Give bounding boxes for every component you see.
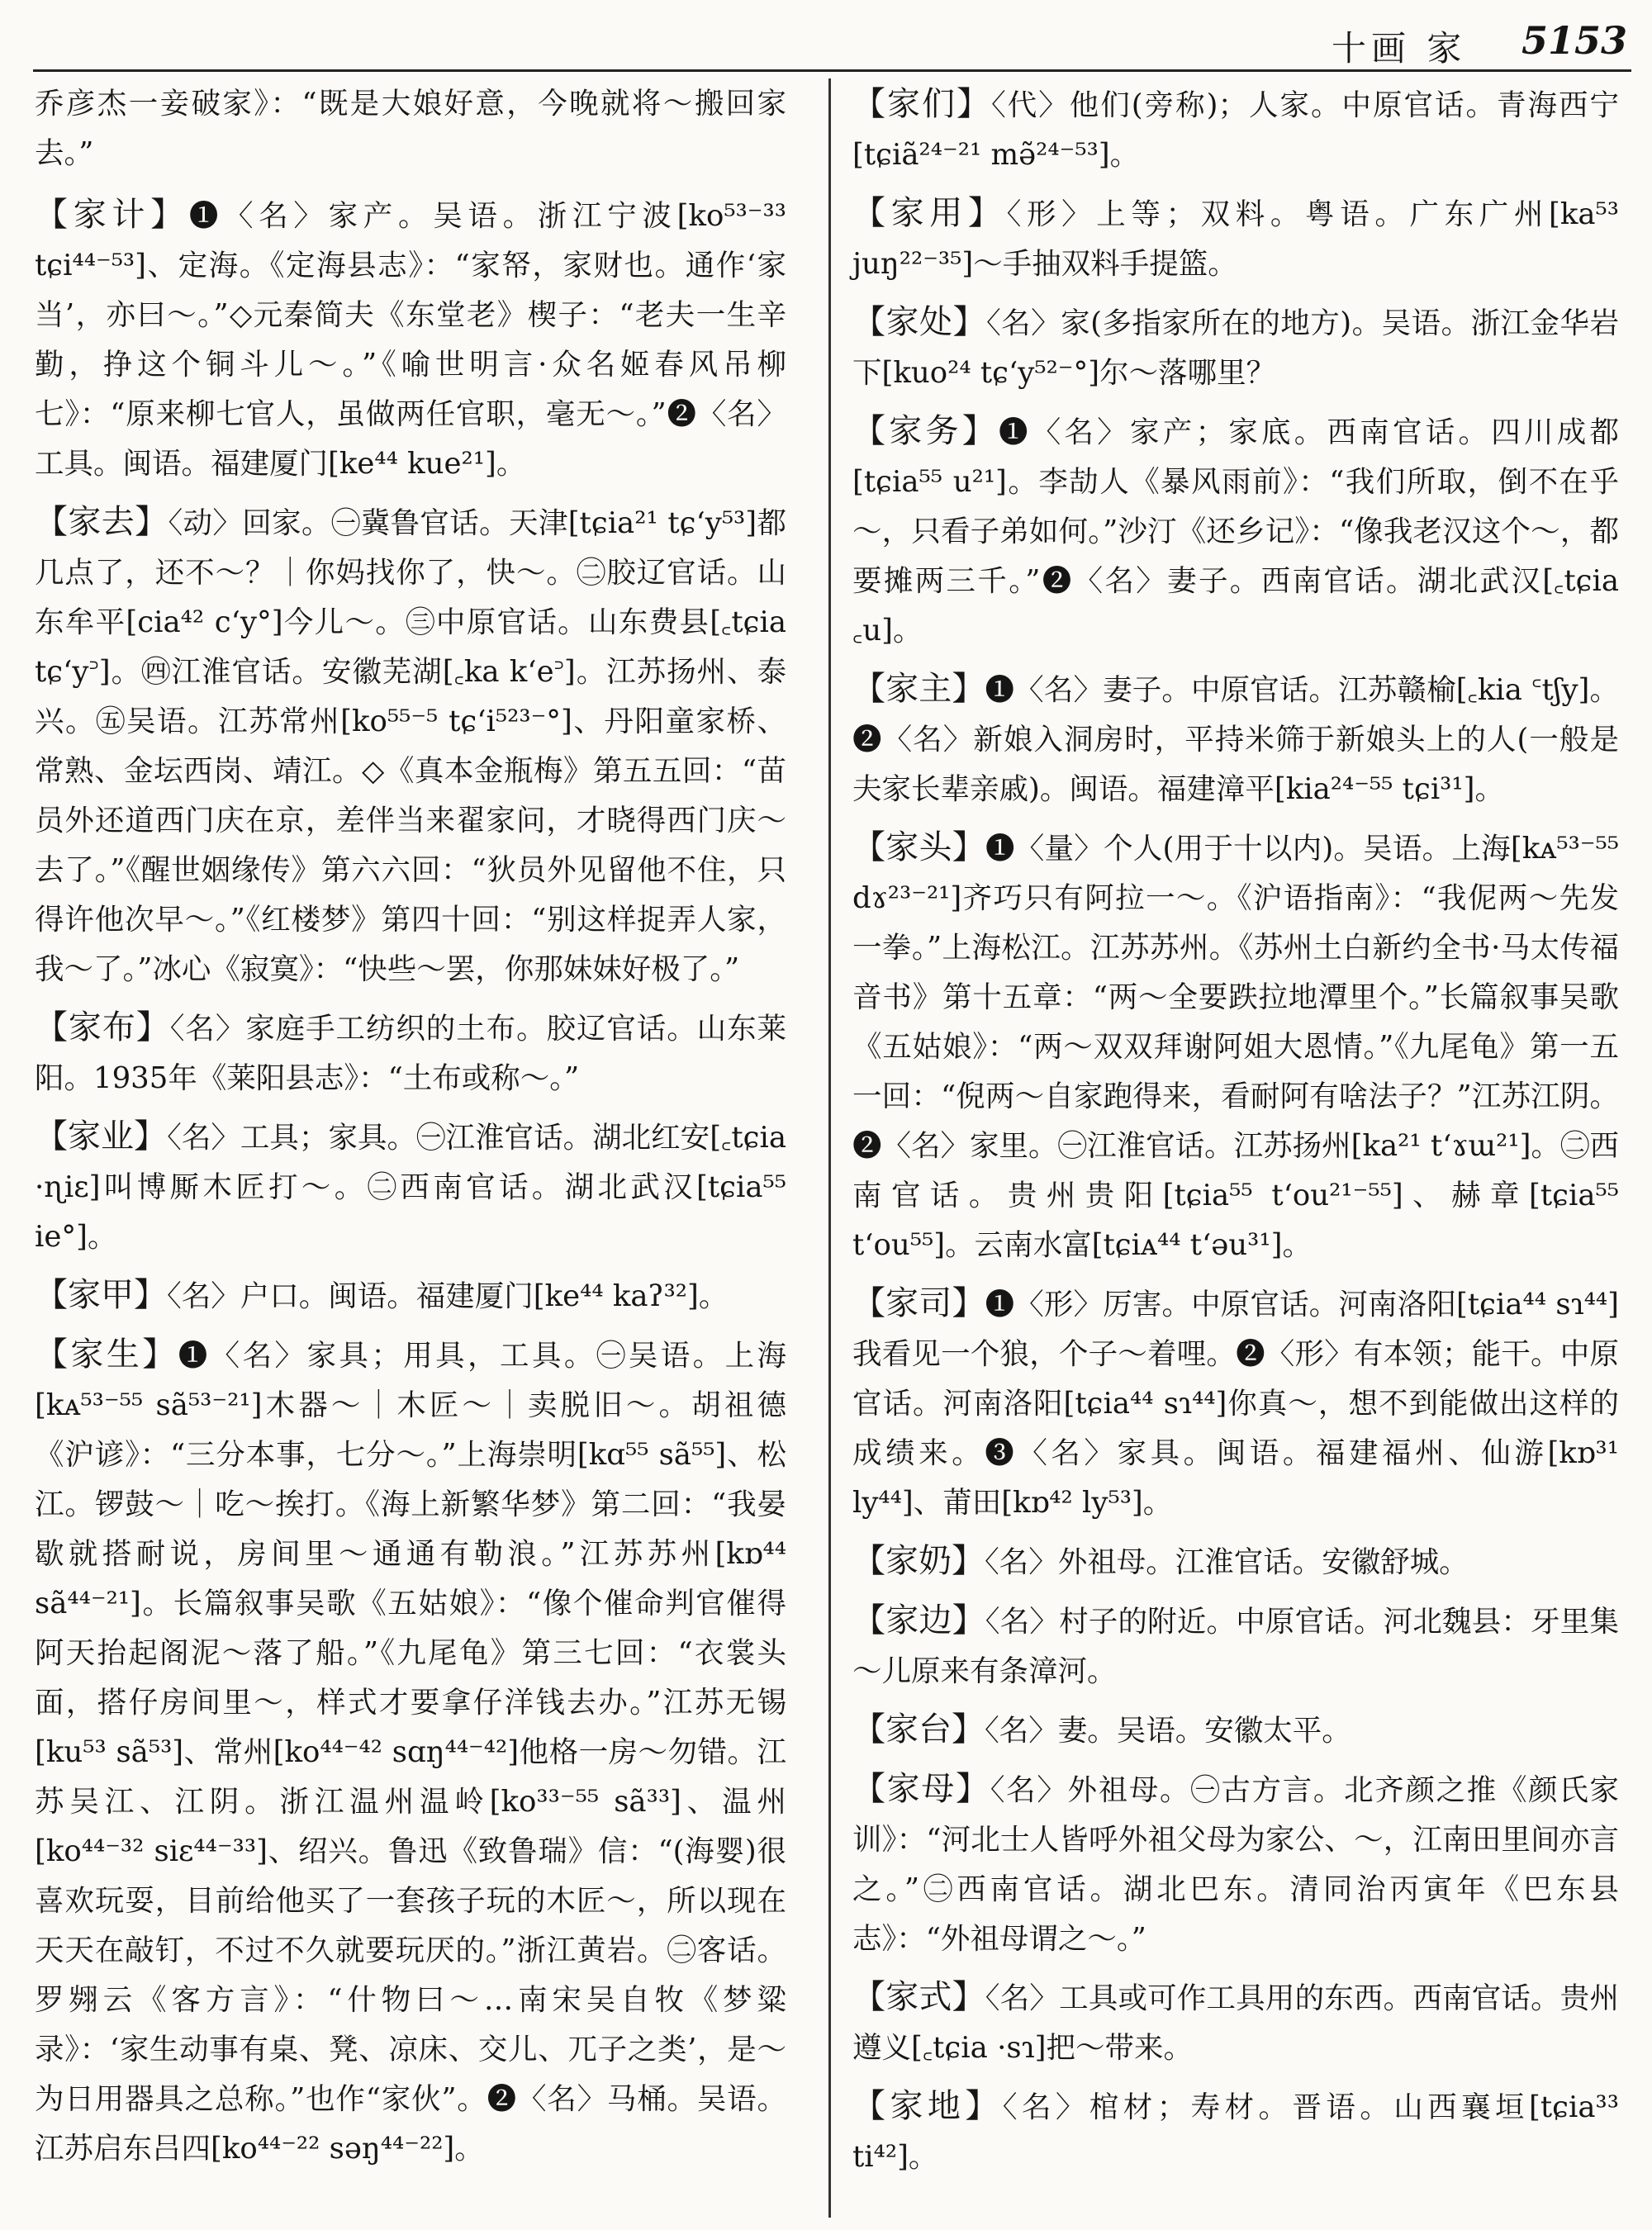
headword: 【家用】	[852, 194, 1007, 232]
entry-jiaye	[35, 1112, 786, 1262]
headword: 【家奶】	[852, 1542, 985, 1580]
entry-jiasi	[852, 1279, 1619, 1528]
definition: 〈名〉村子的附近。中原官话。河北魏县：牙里集～儿原来有条漳河。	[852, 1605, 1619, 1688]
headword: 【家业】	[35, 1117, 168, 1155]
definition: 〈名〉工具或可作工具用的东西。西南官话。贵州遵义[꜀tɕia ·sɿ]把～带来。	[852, 1981, 1619, 2065]
entry-jiamen	[852, 79, 1619, 180]
definition: 〈名〉外祖母。㊀古方言。北齐颜之推《颜氏家训》：“河北士人皆呼外祖父母为家公、～，江南田里间亦言之。”㊁西南官话。湖北巴东。清同治丙寅年《巴东县志》：“外祖母谓之～。”	[852, 1773, 1619, 1956]
entry-jiatai	[852, 1705, 1619, 1756]
definition: ❶〈名〉妻子。中原官话。江苏赣榆[꜀kia ꜂tʃy]。❷〈名〉新娘入洞房时，平持米筛于新娘头上的人(一般是夫家长辈亲戚)。闽语。福建漳平[kia²⁴⁻⁵⁵ tɕi³¹]。	[852, 673, 1620, 806]
entry-jiawu	[852, 406, 1619, 656]
headword: 【家务】	[852, 412, 999, 450]
headword: 【家主】	[852, 670, 985, 708]
entry-jiazhu	[852, 664, 1619, 814]
definition: 〈代〉他们(旁称)；人家。中原官话。青海西宁[tɕiã²⁴⁻²¹ mə̃²⁴⁻⁵³]。	[852, 88, 1620, 172]
entry-jiashi	[852, 1972, 1619, 2073]
section-label: 十画 家	[1332, 28, 1467, 69]
page-number: 5153	[1521, 18, 1628, 63]
headword: 【家计】	[35, 196, 189, 234]
entry-jiadi	[852, 2081, 1619, 2182]
column-divider	[828, 78, 831, 2218]
headword: 【家布】	[35, 1008, 170, 1046]
definition: 〈动〉回家。㊀冀鲁官话。天津[tɕia²¹ tɕʻy⁵³]都几点了，还不～？｜你妈找你了，快～。㊁胶辽官话。山东牟平[cia⁴² cʻy°]今儿～。㊂中原官话。山东费县[꜀tɕia tɕʻy꜄]。㊃江淮官话。安徽芜湖[꜀ka kʻe꜄]。江苏扬州、泰兴。㊄吴语。江苏常州[ko⁵⁵⁻⁵ tɕʻi⁵²³⁻°]、丹阳童家桥、常熟、金坛西岗、靖江。◇《真本金瓶梅》第五五回：“苗员外还道西门庆在京，差伴当来翟家问，才晓得西门庆～去了。”《醒世姻缘传》第六六回：“狄员外见留他不住，只得许他次早～。”《红楼梦》第四十回：“别这样捉弄人家，我～了。”冰心《寂寞》：“快些～罢，你那妹妹好极了。”	[35, 506, 786, 986]
definition: 〈形〉上等；双料。粤语。广东广州[ka⁵³ juŋ²²⁻³⁵]～手抽双料手提篮。	[852, 197, 1620, 281]
continuation-text: 乔彦杰一妾破家》：“既是大娘好意，今晚就将～搬回家去。”	[35, 87, 786, 170]
entry-jianai	[852, 1536, 1619, 1587]
definition: ❶〈名〉家产；家底。西南官话。四川成都[tɕia⁵⁵ u²¹]。李劼人《暴风雨前》：“我们所取，倒不在乎～，只看子弟如何。”沙汀《还乡记》：“像我老汉这个～，都要摊两三千。”❷〈名〉妻子。西南官话。湖北武汉[꜀tɕia ꜀u]。	[852, 415, 1619, 648]
entry-jiaqu	[35, 497, 786, 994]
entry-jiabu	[35, 1003, 786, 1103]
definition: 〈名〉外祖母。江淮官话。安徽舒城。	[985, 1545, 1469, 1579]
headword: 【家边】	[852, 1601, 985, 1639]
left-column	[35, 79, 786, 2182]
definition: 〈名〉家庭手工纺织的土布。胶辽官话。山东莱阳。1935年《莱阳县志》：“土布或称～。”	[35, 1012, 786, 1095]
entry-jiaji	[35, 190, 786, 489]
entry-jiatou	[852, 823, 1619, 1270]
right-column	[852, 79, 1619, 2190]
headword: 【家头】	[852, 828, 985, 866]
definition: ❶〈形〉厉害。中原官话。河南洛阳[tɕia⁴⁴ sɿ⁴⁴]我看见一个狼，个子～着哩。❷〈形〉有本领；能干。中原官话。河南洛阳[tɕia⁴⁴ sɿ⁴⁴]你真～，想不到能做出这样的成绩来。❸〈名〉家具。闽语。福建福州、仙游[kɒ³¹ ly⁴⁴]、莆田[kɒ⁴² ly⁵³]。	[852, 1288, 1620, 1520]
headword: 【家甲】	[35, 1276, 167, 1314]
headword: 【家去】	[35, 503, 169, 541]
headword: 【家司】	[852, 1284, 985, 1322]
definition: 〈名〉棺材；寿材。晋语。山西襄垣[tɕia³³ ti⁴²]。	[852, 2090, 1620, 2174]
entry-jiachu	[852, 297, 1619, 398]
definition: ❶〈量〉个人(用于十以内)。吴语。上海[kᴀ⁵³⁻⁵⁵ dɤ²³⁻²¹]齐巧只有阿拉一～。《沪语指南》：“我伲两～先发一拳。”上海松江。江苏苏州。《苏州土白新约全书·马太传福音书》第十五章：“两～全要跌拉地潭里个。”长篇叙事吴歌《五姑娘》：“两～双双拜谢阿姐大恩情。”《九尾龟》第一五一回：“倪两～自家跑得来，看耐阿有啥法子？”江苏江阴。❷〈名〉家里。㊀江淮官话。江苏扬州[ka²¹ tʻɤɯ²¹]。㊁西南官话。贵州贵阳[tɕia⁵⁵ tʻou²¹⁻⁵⁵]、赫章[tɕia⁵⁵ tʻou⁵⁵]。云南水富[tɕiᴀ⁴⁴ tʻəu³¹]。	[852, 832, 1620, 1262]
headword: 【家式】	[852, 1978, 985, 2016]
entry-jiayong	[852, 188, 1619, 289]
definition: 〈名〉家(多指家所在的地方)。吴语。浙江金华岩下[kuo²⁴ tɕʻy⁵²⁻°]尔～落哪里？	[852, 306, 1620, 390]
definition: ❶〈名〉家具；用具，工具。㊀吴语。上海[kᴀ⁵³⁻⁵⁵ sã⁵³⁻²¹]木器～｜木匠～｜卖脱旧～。胡祖德《沪谚》：“三分本事，七分～。”上海崇明[kɑ⁵⁵ sã⁵⁵]、松江。锣鼓～｜吃～挨打。《海上新繁华梦》第二回：“我晏歇就搭耐说，房间里～通通有勒浪。”江苏苏州[kɒ⁴⁴ sã⁴⁴⁻²¹]。长篇叙事吴歌《五姑娘》：“像个催命判官催得阿天抬起阁泥～落了船。”《九尾龟》第三七回：“衣裳头面，搭仔房间里～，样式才要拿仔洋钱去办。”江苏无锡[ku⁵³ sã⁵³]、常州[ko⁴⁴⁻⁴² sɑŋ⁴⁴⁻⁴²]他格一房～勿错。江苏吴江、江阴。浙江温州温岭[ko³³⁻⁵⁵ sã³³]、温州[ko⁴⁴⁻³² siɛ⁴⁴⁻³³]、绍兴。鲁迅《致鲁瑞》信：“(海婴)很喜欢玩耍，目前给他买了一套孩子玩的木匠～，所以现在天天在敲钉，不过不久就要玩厌的。”浙江黄岩。㊁客话。罗翙云《客方言》：“什物曰～…南宋吴自牧《梦粱录》：‘家生动事有桌、凳、凉床、交儿、兀子之类’，是～为日用器具之总称。”也作“家伙”。❷〈名〉马桶。吴语。江苏启东吕四[ko⁴⁴⁻²² səŋ⁴⁴⁻²²]。	[35, 1339, 786, 2166]
headword: 【家台】	[852, 1710, 985, 1748]
definition: 〈名〉户口。闽语。福建厦门[ke⁴⁴ kaʔ³²]。	[167, 1279, 729, 1313]
headword: 【家生】	[35, 1336, 178, 1374]
definition: 〈名〉工具；家具。㊀江淮官话。湖北红安[꜀tɕia ·ɳiɛ]叫博厮木匠打～。㊁西南官话。湖北武汉[tɕia⁵⁵ ie°]。	[35, 1121, 786, 1254]
headword: 【家处】	[852, 303, 986, 341]
header-rule	[33, 69, 1631, 72]
definition: 〈名〉妻。吴语。安徽太平。	[985, 1714, 1351, 1748]
entry-jiasheng	[35, 1330, 786, 2174]
headword: 【家们】	[852, 85, 992, 123]
entry-jiamu	[852, 1764, 1619, 1964]
running-header	[0, 15, 1652, 69]
entry-jiabian	[852, 1596, 1619, 1696]
definition: ❶〈名〉家产。吴语。浙江宁波[ko⁵³⁻³³ tɕi⁴⁴⁻⁵³]、定海。《定海县志》：“家帑，家财也。通作‘家当’，亦曰～。”◇元秦简夫《东堂老》楔子：“老夫一生辛勤，挣这个铜斗儿～。”《喻世明言·众名姬春风吊柳七》：“原来柳七官人，虽做两任官职，毫无～。”❷〈名〉工具。闽语。福建厦门[ke⁴⁴ kue²¹]。	[35, 199, 787, 481]
headword: 【家母】	[852, 1770, 990, 1808]
entry-jiajia	[35, 1270, 786, 1321]
headword: 【家地】	[852, 2087, 1003, 2125]
